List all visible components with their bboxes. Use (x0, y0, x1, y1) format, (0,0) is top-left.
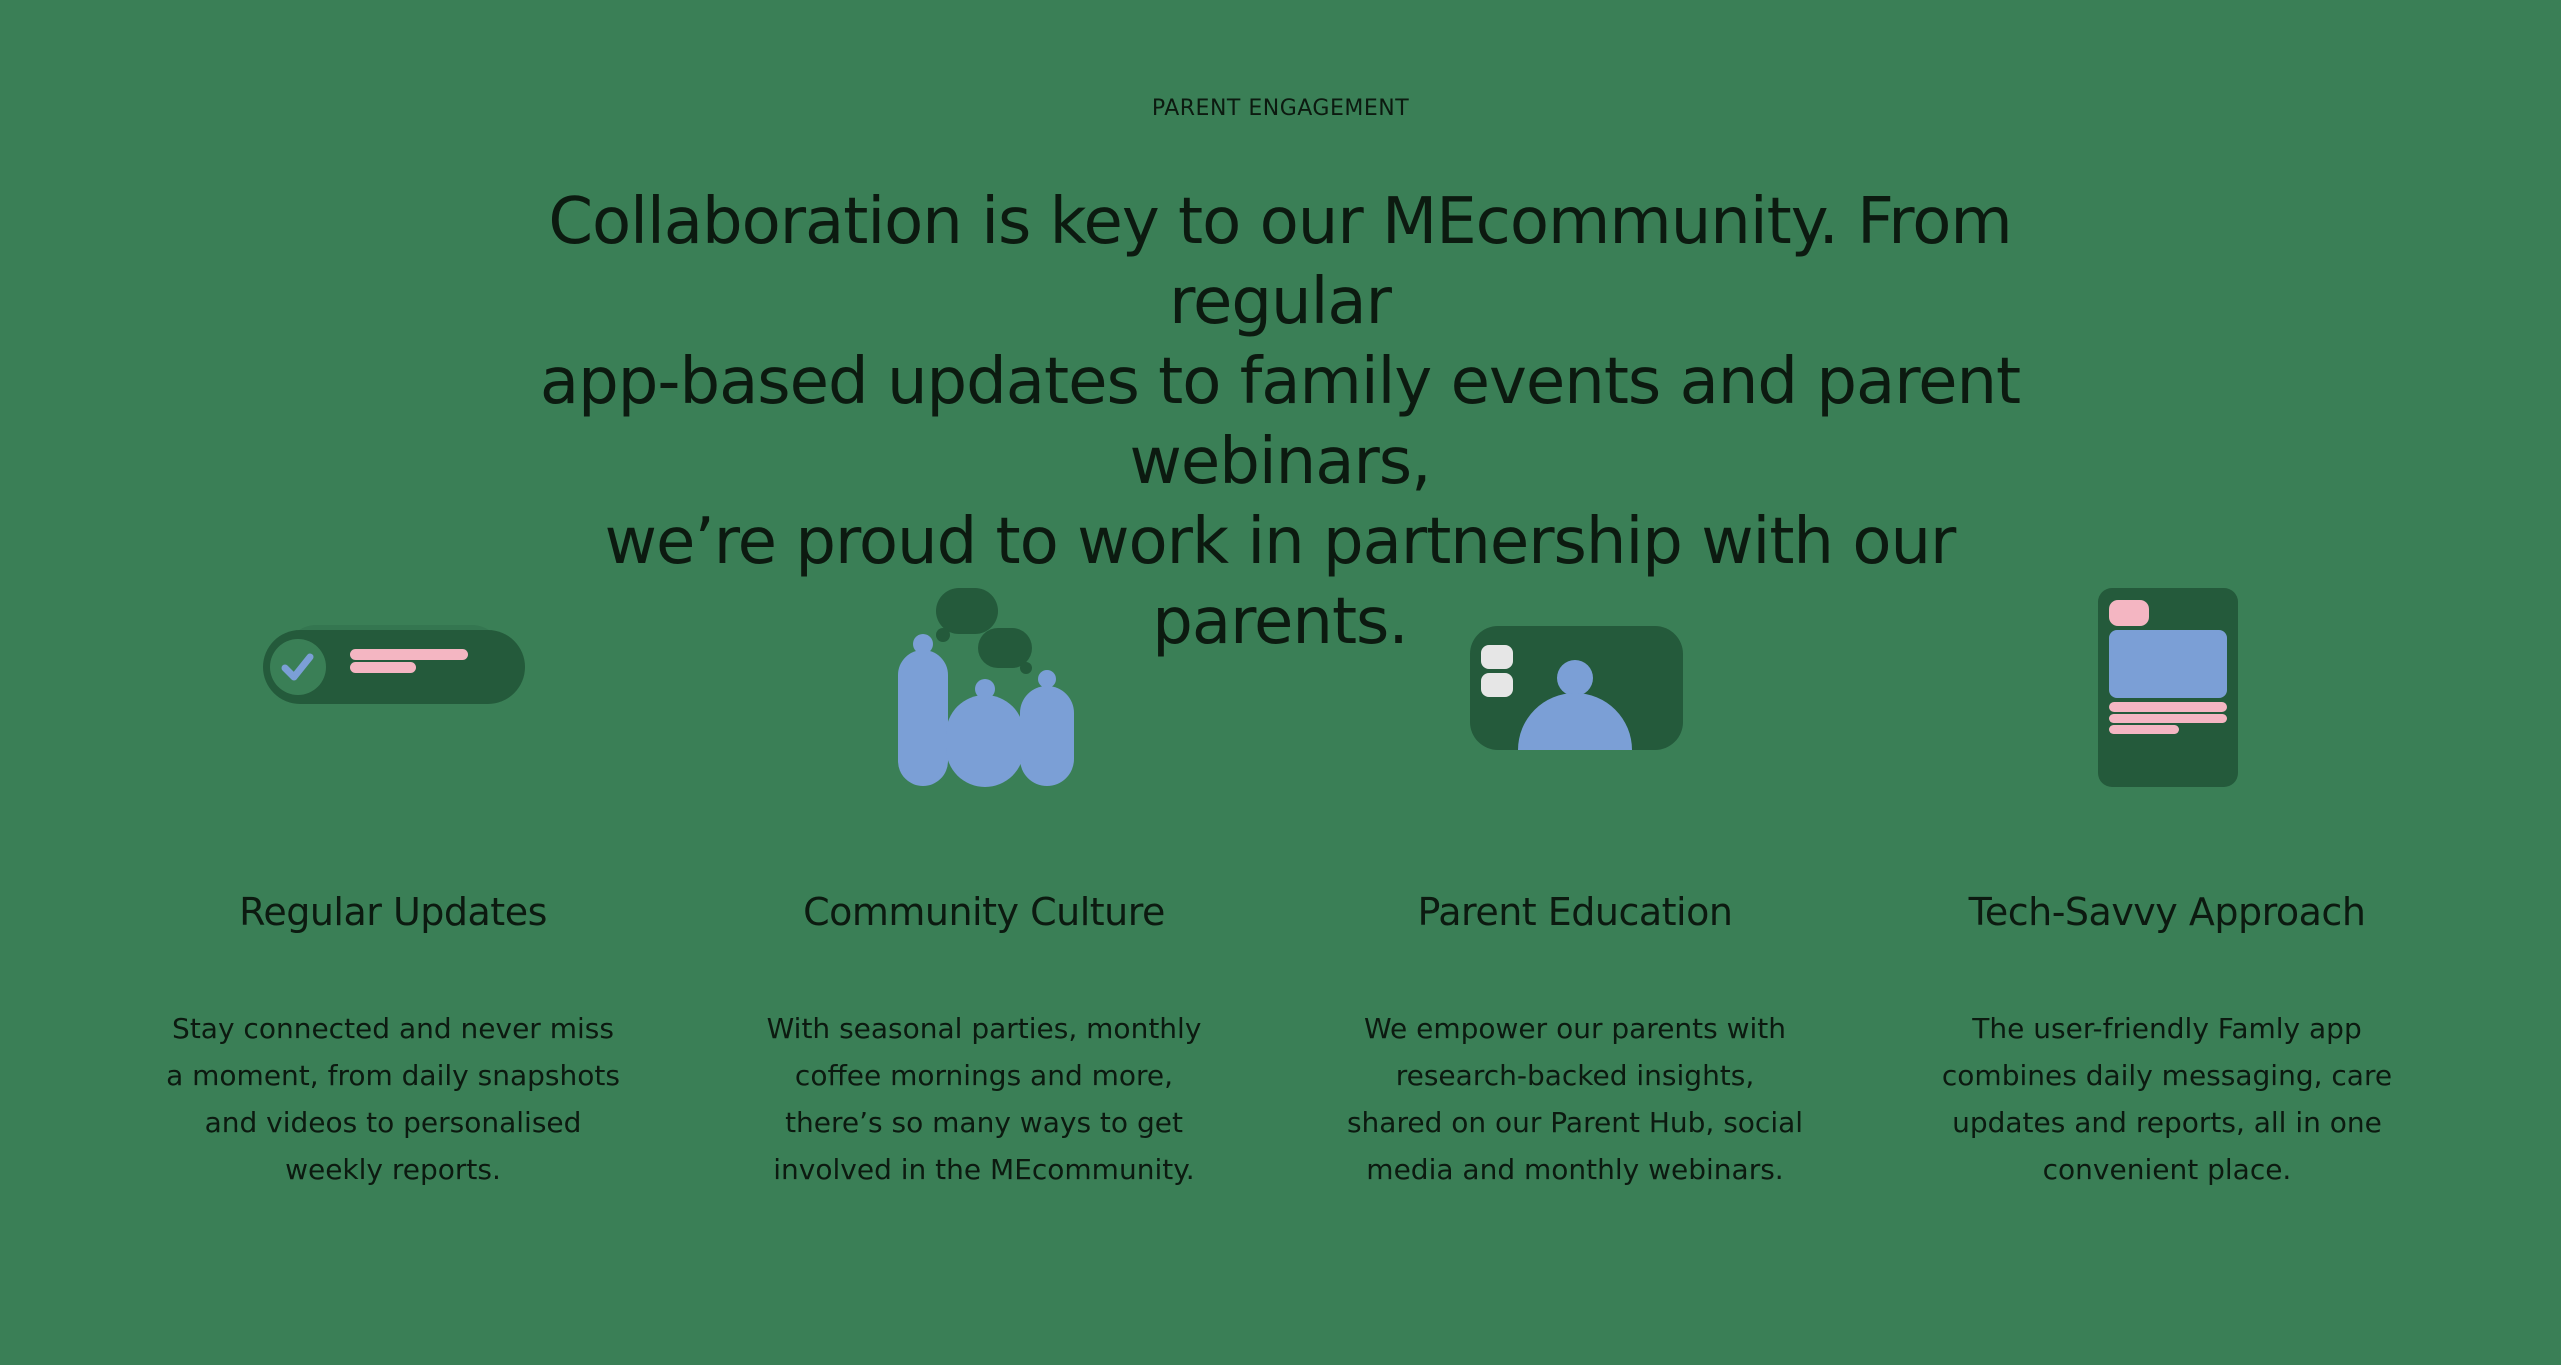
headline-line: app-based updates to family events and parent webinars, (539, 345, 2021, 499)
mobile-app-icon (1907, 580, 2427, 790)
feature-title: Community Culture (803, 890, 1165, 934)
notification-toggle-icon (133, 580, 653, 790)
feature-description: Stay connected and never miss a moment, from daily snapshots and videos to personalised weekly reports. (166, 1012, 620, 1186)
eyebrow-label: PARENT ENGAGEMENT (1151, 96, 1410, 121)
feature-tech-savvy-approach (1907, 580, 2427, 1186)
headline-line: we’re proud to work in partnership with our parents. (604, 505, 1956, 659)
feature-title: Regular Updates (239, 890, 547, 934)
feature-description: We empower our parents with research-backed insights, shared on our Parent Hub, social media and monthly webinars. (1346, 1012, 1804, 1186)
community-people-icon (724, 580, 1244, 790)
feature-description: With seasonal parties, monthly coffee mornings and more, there’s so many ways to get involved in the MEcommunity. (766, 1012, 1202, 1186)
feature-parent-education (1315, 580, 1835, 1186)
feature-title: Parent Education (1417, 890, 1733, 934)
feature-community-culture (724, 580, 1244, 1186)
feature-title: Tech-Savvy Approach (1968, 890, 2366, 934)
features-grid (0, 580, 2561, 1220)
feature-description: The user-friendly Famly app combines daily messaging, care updates and reports, all in one convenient place. (1941, 1012, 2393, 1186)
feature-regular-updates (133, 580, 653, 1186)
headline-line: Collaboration is key to our MEcommunity. From regular (548, 185, 2012, 339)
webinar-screen-icon (1315, 580, 1835, 790)
